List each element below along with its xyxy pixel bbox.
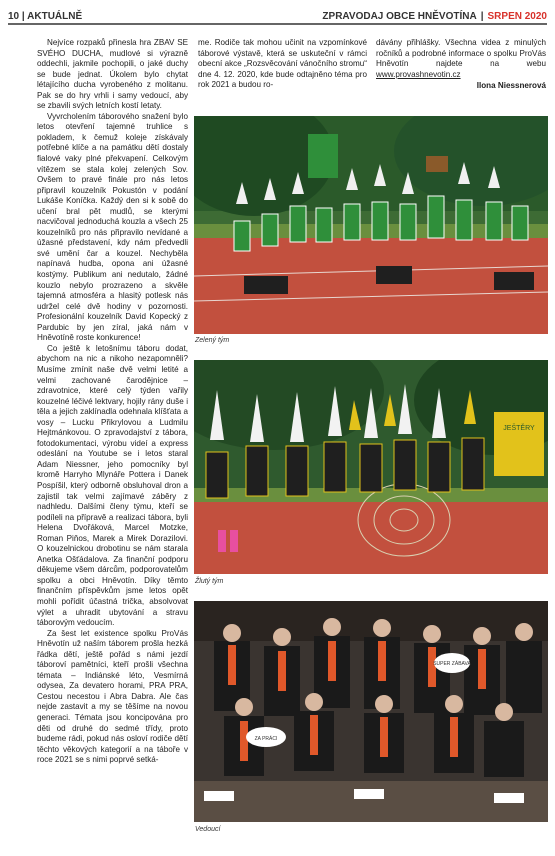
paragraph-text: dávány přihlášky. Všechna videa z minulých ročníků a podrobné informace o spolku ProVás Hněvotín najdete na webu — [376, 38, 546, 69]
sign-text: ZA PRÁCI — [254, 736, 278, 742]
photo-yellow-team — [194, 360, 548, 574]
article-column-1 — [37, 38, 188, 766]
issue-date: SRPEN 2020 — [487, 11, 547, 22]
yellow-team-illustration — [194, 360, 548, 574]
section-title: AKTUÁLNĚ — [27, 11, 83, 22]
author-signature: Ilona Niessnerová — [476, 81, 546, 91]
paragraph: Nejvíce rozpaků přinesla hra ZBAV SE SVÉHO DUCHA, mudlové si výrazně oddechli, jakmile pochopili, o jaké duchy se bude jednat. Úkolem bylo chytat létajícího ducha vyrobeného z molitanu. Pak se do hry vrhli i samy vedoucí, aby se zbavili svých letních kostí letaty. — [37, 38, 188, 111]
article-column-2 — [198, 38, 367, 91]
header-right — [322, 11, 547, 22]
paragraph: Za šest let existence spolku ProVás Hněvotín už naším táborem prošla hezká řádka dětí, ještě pořád s námi jezdí táboroví pamětníci, kteří prošli všechna témata – Indiánské léto, Vesmírná odysea, Za devatero horami, PRA PRA, Cestou necestou i Abra Dabra. Ale čas nejde zastavit a my se těšíme na novou generaci. Témata jsou koncipována pro děti od druhé do sedmé třídy, proto budeme rádi, pokud nás osloví rodiče dětí těchto věkových kategorií a na táboře v roce 2021 se s nimi poprvé setká- — [37, 628, 188, 765]
leaders-illustration — [194, 601, 548, 822]
photo-caption: Vedoucí — [195, 826, 221, 833]
photo-leaders — [194, 601, 548, 822]
paragraph — [376, 38, 546, 80]
photo-caption: Zelený tým — [195, 337, 230, 344]
header-separator: | — [21, 11, 25, 22]
page-number: 10 — [8, 11, 20, 22]
photo-caption: Žlutý tým — [195, 578, 224, 585]
website-link[interactable]: www.provashnevotin.cz — [376, 69, 461, 79]
article-column-3 — [376, 38, 546, 92]
header-rule — [8, 23, 547, 25]
header-left — [8, 11, 82, 22]
green-team-illustration — [194, 116, 548, 334]
paragraph: Vyvrcholením táborového snažení bylo letos otevření tajemné truhlice s pokladem, k čemuž koleje získávaly potřebné klíče a na památku dětí dostaly fialové vaky plné překvapení. Celkovým vítězem se stala kolej zelených Sov. Ovšem to pravé finále pro nás letos připravil kouzelník Pokustón v podání Lukáše Koníčka. Každý den si k sobě do učení bral pět mudlů, se kterými nacvičoval jednoduchá kouzla a všech 25 kouzelníků pro nás připravilo nevídané a úžasné představení, kdy nám předvedli své umění čar a kouzel. Nechyběla napínavá hudba, opona ani úžasné kostýmy. Publikum ani nedutalo, žádné kouzlo nebylo prozrazeno a skvěle tajemná atmosféra a hlasitý potlesk nás udržel celé dvě hodiny v pozornosti. Profesionální kouzelník David Kopecký z Pardubic by jen zíral, jaká nám v Hněvotíně roste konkurence! — [37, 111, 188, 343]
sign-text: SUPER ZÁBAVA — [433, 661, 471, 667]
paragraph: me. Rodiče tak mohou učinit na vzpomínkové táborové výstavě, která se uskuteční v rámci obecní akce „Rozsvěcování vánočního stromu“ dne 4. 12. 2020, kde bude odtajněno téma pro rok 2021 a budou ro- — [198, 38, 367, 90]
paragraph: Co ještě k letošnímu táboru dodat, abychom na nic a nikoho nezapomněli? Musíme zmínit naše dvě velmi letité a velmi zachované čarodějnice – zdravotnice, které celý týden vařily kouzelné léčivé lektvary, hojily rány duše i těla a jejich zaklínadla odehnala klíšťata a vosy – Lucku Přikrylovou a Ludmilu Hejtmánkovou. O zpravodajství z tábora, fotodokumentaci, výrobu videí a express odeslání na Youtube se i letos staral Adam Niessner, jeho pomocníky byl kromě Harryho Mlynáře Pottera i Danek Pospíšil, který odborně obsluhoval dron a zajistil tak velmi zajímavé záběry z nadhledu. Dalšími členy týmu, kteří se podíleli na přípravě a realizaci tábora, byli Helena Dvořáková, Marcel Motzke, Roman Piňos, Marek a Mirek Dorazilovi. O kouzelnickou drobotinu se nám starala Anetka Ošťádalova. Za finanční podporu děkujeme všem dárcům, podporovatelům spolku a obci Hněvotín. Díky těmto finančním příspěvkům jsme letos opět mohli pořídit účastná trička, absolvovat výlet a uhradit ubytování a stravu táborovým vedoucím. — [37, 343, 188, 628]
header-separator-right: | — [480, 11, 484, 22]
photo-green-team — [194, 116, 548, 334]
flag-text: JEŠTĚRY — [503, 425, 535, 432]
publication-title: ZPRAVODAJ OBCE HNĚVOTÍNA — [322, 11, 477, 22]
page-header — [8, 6, 547, 22]
